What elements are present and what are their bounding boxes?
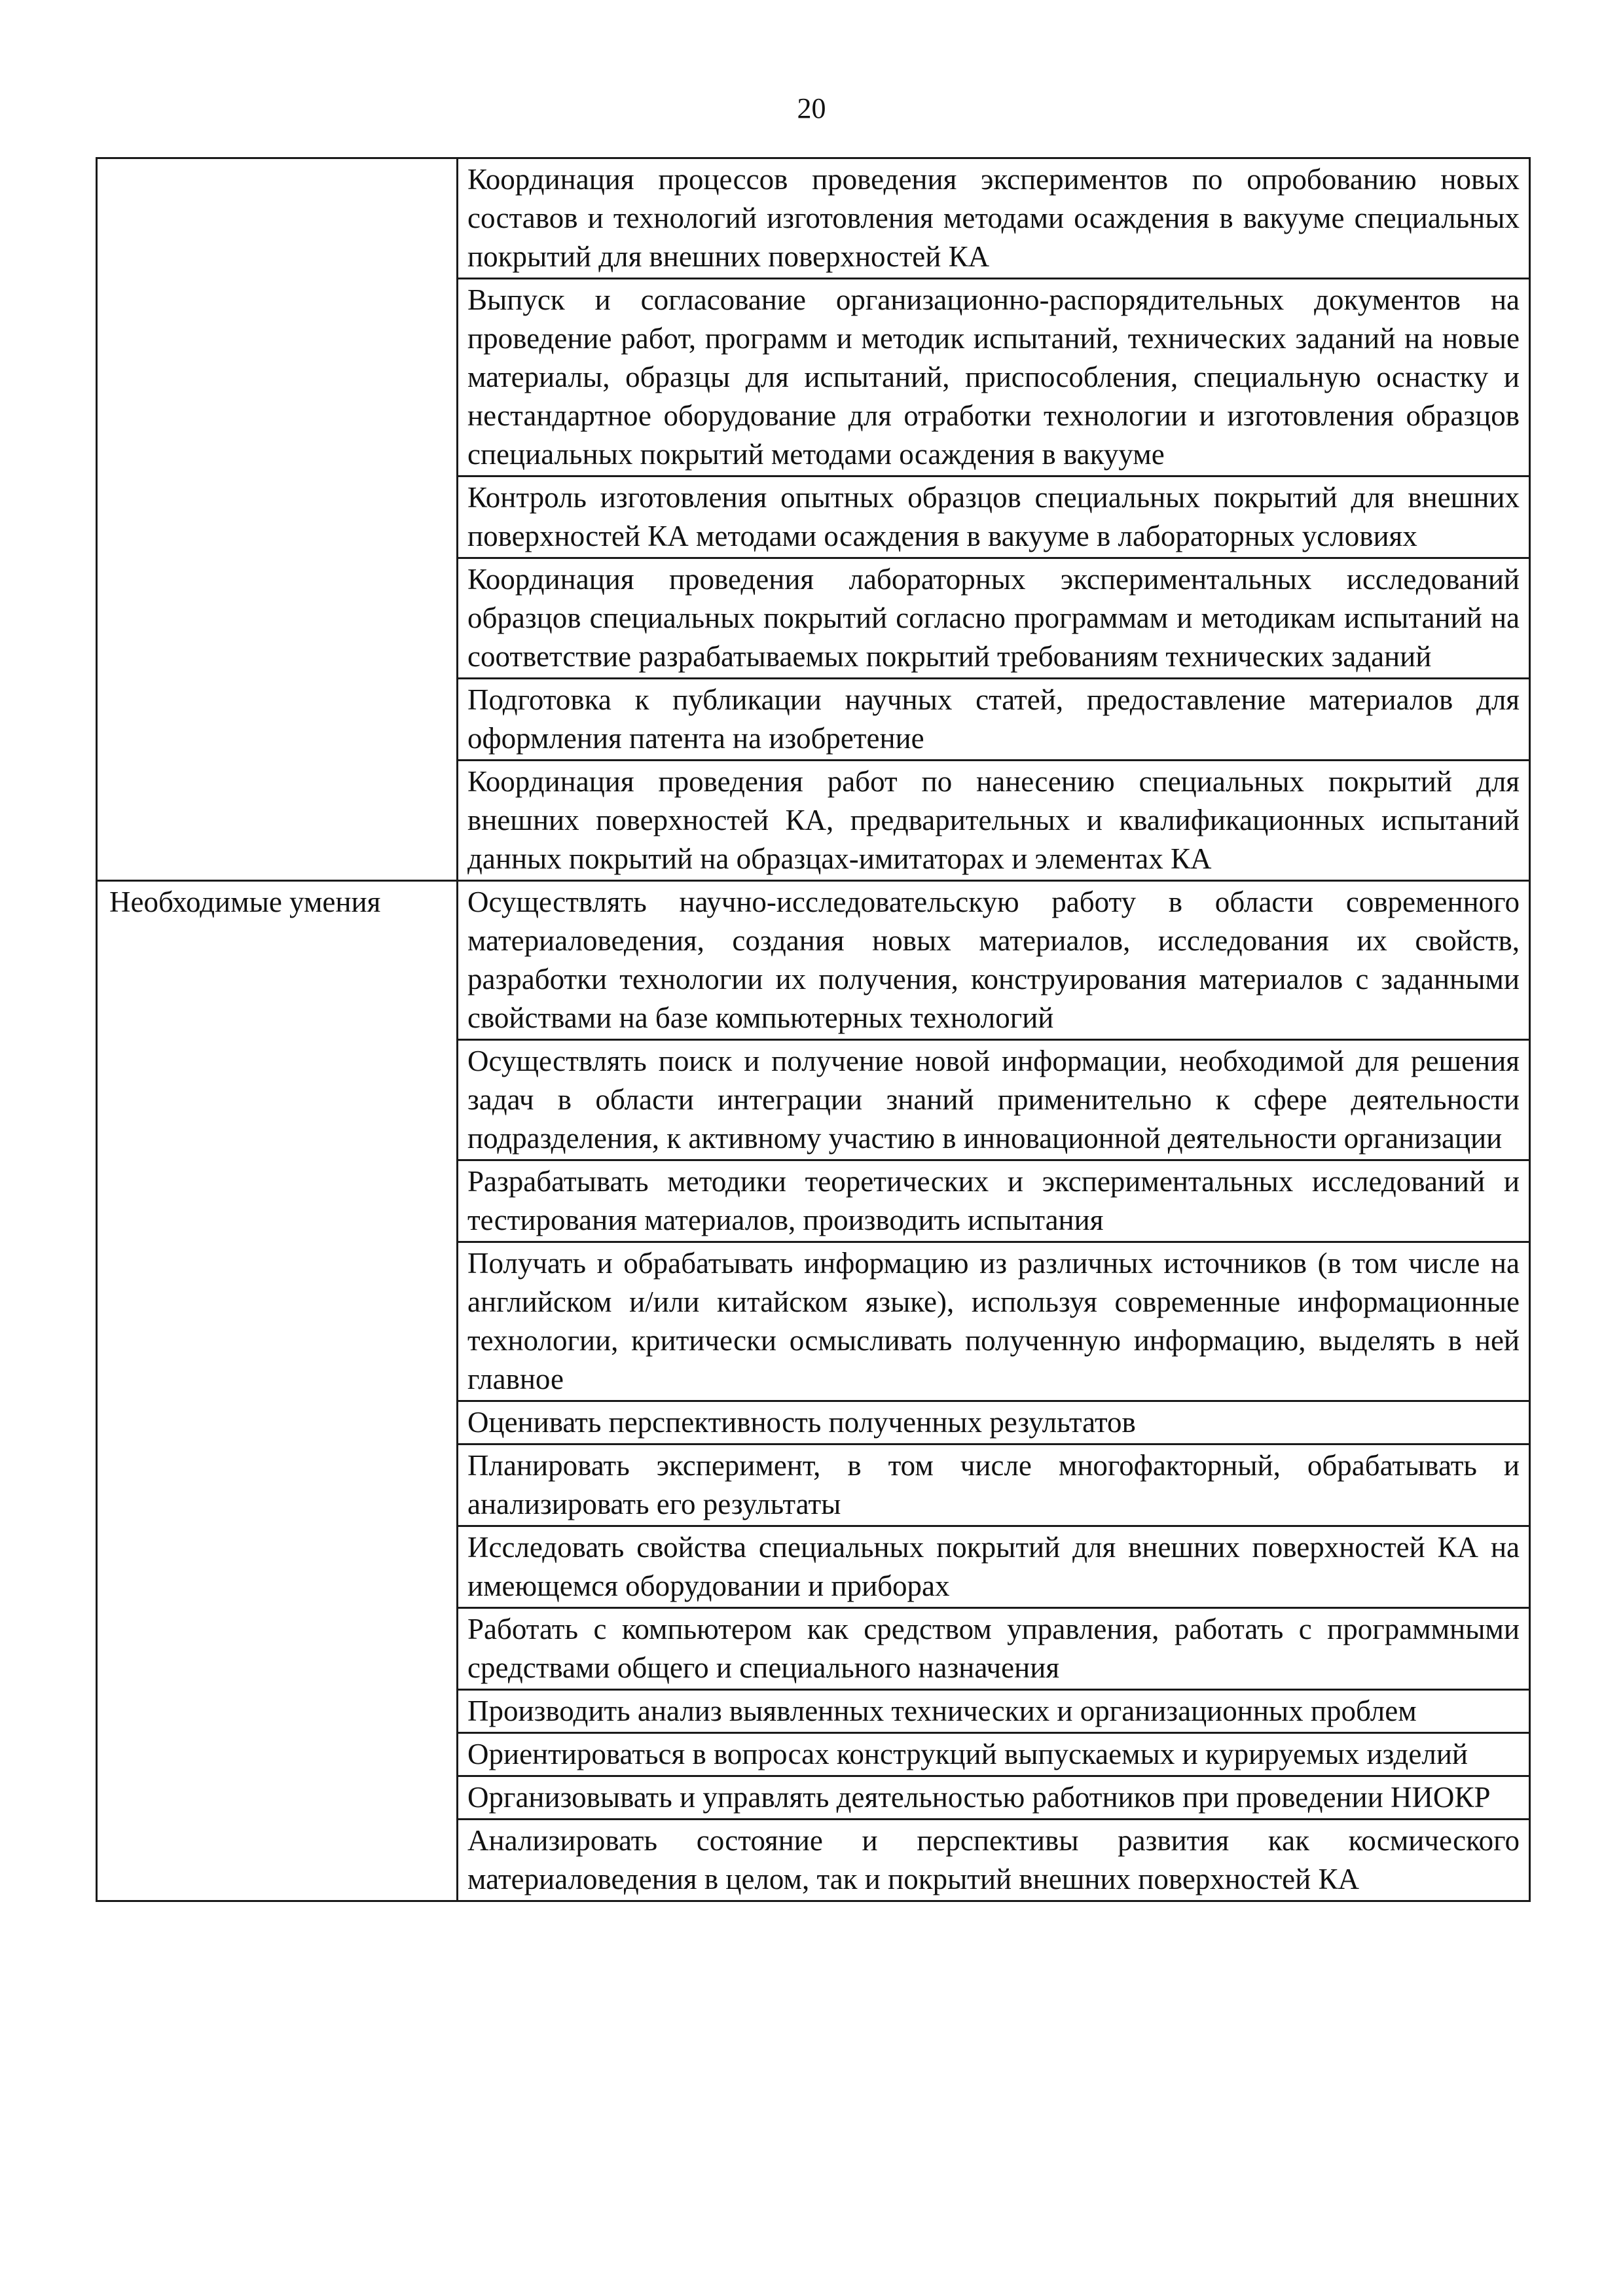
table-cell: Осуществлять научно-исследовательскую работу в области современного материаловедения, создания новых материалов, исследования их свойств, разработки технологии их получения, конструирования материалов с заданными свойствами на базе компьютерных технологий [458, 881, 1530, 1040]
table-cell: Координация проведения работ по нанесению специальных покрытий для внешних поверхностей КА, предварительных и квалификационных испытаний данных покрытий на образцах-имитаторах и элементах КА [458, 761, 1530, 881]
table-cell: Подготовка к публикации научных статей, предоставление материалов для оформления патента на изобретение [458, 679, 1530, 761]
table-cell: Работать с компьютером как средством управления, работать с программными средствами общего и специального назначения [458, 1608, 1530, 1690]
table-cell: Анализировать состояние и перспективы развития как космического материаловедения в целом, так и покрытий внешних поверхностей КА [458, 1820, 1530, 1901]
table-cell: Организовывать и управлять деятельностью работников при проведении НИОКР [458, 1776, 1530, 1820]
page-number: 20 [797, 92, 826, 124]
table-cell: Планировать эксперимент, в том числе многофакторный, обрабатывать и анализировать его результаты [458, 1444, 1530, 1526]
table-cell: Оценивать перспективность полученных результатов [458, 1401, 1530, 1444]
table-cell: Ориентироваться в вопросах конструкций выпускаемых и курируемых изделий [458, 1733, 1530, 1776]
table-cell: Разрабатывать методики теоретических и экспериментальных исследований и тестирования материалов, производить испытания [458, 1160, 1530, 1242]
table-cell: Исследовать свойства специальных покрытий для внешних поверхностей КА на имеющемся оборудовании и приборах [458, 1526, 1530, 1608]
table-cell: Контроль изготовления опытных образцов специальных покрытий для внешних поверхностей КА методами осаждения в вакууме в лабораторных условиях [458, 476, 1530, 558]
table-cell: Осуществлять поиск и получение новой информации, необходимой для решения задач в области интеграции знаний применительно к сфере деятельности подразделения, к активному участию в инновационной деятельности организации [458, 1040, 1530, 1160]
section-label-skills: Необходимые умения [97, 881, 458, 1901]
table-cell: Координация процессов проведения экспериментов по опробованию новых составов и технологий изготовления методами осаждения в вакууме специальных покрытий для внешних поверхностей КА [458, 158, 1530, 279]
table-cell: Производить анализ выявленных технических и организационных проблем [458, 1690, 1530, 1733]
table-row [97, 158, 1530, 279]
table-cell: Выпуск и согласование организационно-распорядительных документов на проведение работ, программ и методик испытаний, технических заданий на новые материалы, образцы для испытаний, приспособления, специальную оснастку и нестандартное оборудование для отработки технологии и изготовления образцов специальных покрытий методами осаждения в вакууме [458, 279, 1530, 476]
table-cell: Получать и обрабатывать информацию из различных источников (в том числе на английском и/или китайском языке), используя современные информационные технологии, критически осмысливать полученную информацию, выделять в ней главное [458, 1242, 1530, 1401]
requirements-table [96, 157, 1531, 1902]
table-cell: Координация проведения лабораторных экспериментальных исследований образцов специальных покрытий согласно программам и методикам испытаний на соответствие разрабатываемых покрытий требованиям технических заданий [458, 558, 1530, 679]
section-label-cell [97, 158, 458, 881]
table-row [97, 881, 1530, 1040]
